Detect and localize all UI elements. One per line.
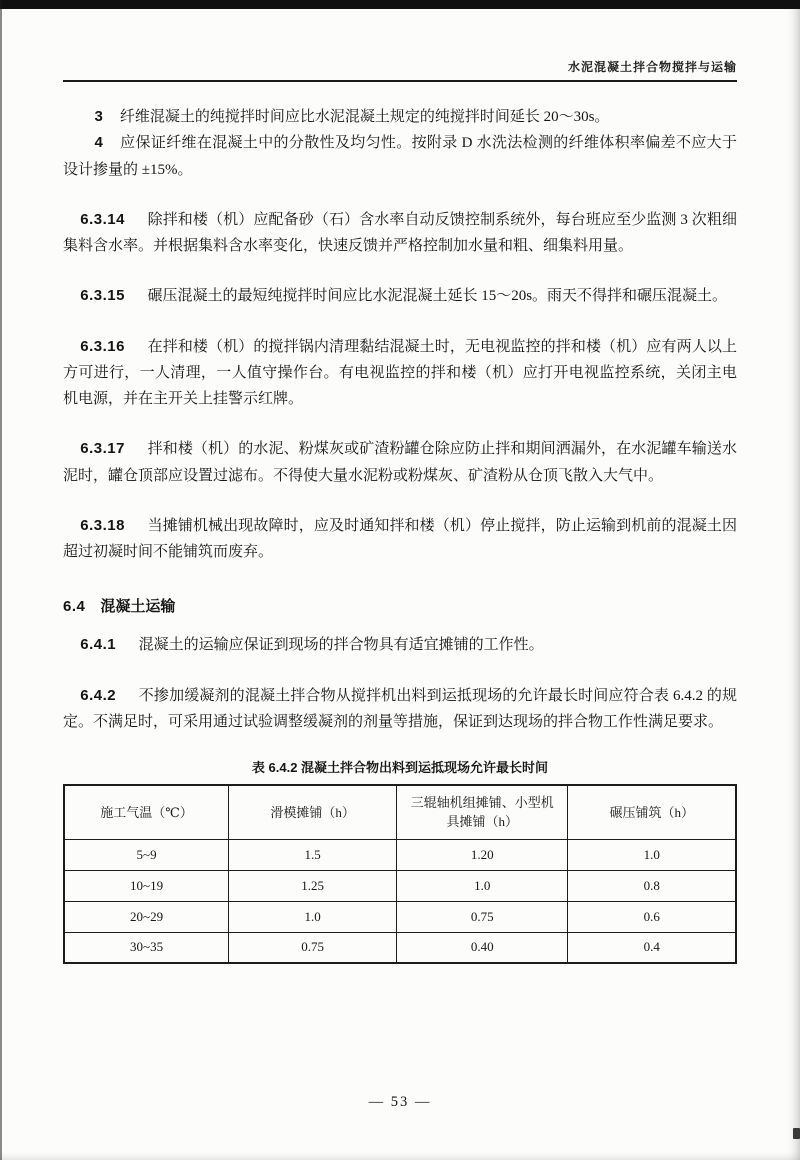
- item-text: 应保证纤维在混凝土中的分散性及均匀性。按附录 D 水洗法检测的纤维体积率偏差不应大于设计掺量的 ±15%。: [63, 135, 737, 178]
- table-cell: 0.40: [397, 932, 568, 963]
- table-row: [64, 901, 736, 932]
- table-header-cell: 施工气温（℃）: [64, 785, 229, 839]
- clause-paragraph: [63, 632, 737, 658]
- section-heading: [63, 595, 737, 616]
- clause-text: 在拌和楼（机）的搅拌锅内清理黏结混凝土时，无电视监控的拌和楼（机）应有两人以上方可进行，一人清理，一人值守操作台。有电视监控的拌和楼（机）应打开电视监控系统，关闭主电机电源，并在主开关上挂警示红牌。: [63, 338, 737, 407]
- clause-text: 不掺加缓凝剂的混凝土拌合物从搅拌机出料到运抵现场的允许最长时间应符合表 6.4.2 的规定。不满足时，可采用通过试验调整缓凝剂的剂量等措施，保证到达现场的拌合物工作性满足要求。: [63, 687, 737, 730]
- clause-text: 混凝土的运输应保证到现场的拌合物具有适宜摊铺的工作性。: [138, 637, 544, 654]
- clause-number: 6.3.18: [80, 516, 125, 534]
- table-cell: 30~35: [64, 932, 229, 963]
- table-header-row: [64, 785, 736, 839]
- item-number: 4: [94, 134, 104, 152]
- table-cell: 1.0: [397, 870, 568, 901]
- table-cell: 0.4: [568, 932, 736, 963]
- table-cell: 1.0: [229, 901, 397, 932]
- clause-paragraph: [63, 513, 737, 566]
- table-cell: 1.5: [229, 839, 397, 870]
- item-text: 纤维混凝土的纯搅拌时间应比水泥混凝土规定的纯搅拌时间延长 20～30s。: [119, 109, 610, 125]
- list-item-paragraph: [63, 130, 737, 183]
- table-header-cell: 碾压铺筑（h）: [568, 785, 736, 839]
- table-head: [64, 785, 736, 839]
- table-row: [64, 839, 736, 870]
- page-number-text: — 53 —: [368, 1094, 432, 1110]
- clause-number: 6.3.17: [80, 440, 125, 458]
- table-cell: 0.75: [397, 901, 568, 932]
- page-content: [63, 82, 737, 964]
- clause-text: 碾压混凝土的最短纯搅拌时间应比水泥混凝土延长 15～20s。雨天不得拌和碾压混凝土。: [147, 288, 728, 305]
- scan-edge-top-artifact: [0, 0, 800, 9]
- clause-paragraph: [63, 283, 737, 309]
- table-cell: 0.8: [568, 870, 736, 901]
- table-cell: 5~9: [64, 839, 229, 870]
- clause-number: 6.3.14: [80, 210, 125, 228]
- clause-paragraph: [63, 334, 737, 413]
- page-number: [0, 1094, 800, 1111]
- table-cell: 0.6: [568, 901, 736, 932]
- table-caption: 表 6.4.2 混凝土拌合物出料到运抵现场允许最长时间: [251, 760, 549, 775]
- running-header: [63, 0, 737, 82]
- list-item-paragraph: [63, 104, 737, 130]
- table-cell: 1.25: [229, 870, 397, 901]
- clause-paragraph: [63, 207, 737, 260]
- table-cell: 1.20: [397, 839, 568, 870]
- table-body: [64, 839, 736, 963]
- table-header-cell: 三辊轴机组摊铺、小型机具摊铺（h）: [397, 785, 568, 839]
- clause-number: 6.4.2: [80, 686, 117, 704]
- table-row: [64, 870, 736, 901]
- clause-paragraph: [63, 436, 737, 489]
- section-number: 6.4: [63, 598, 86, 616]
- table-cell: 10~19: [64, 870, 229, 901]
- table-cell: 1.0: [568, 839, 736, 870]
- item-number: 3: [94, 108, 104, 125]
- data-table: [63, 784, 737, 964]
- scan-artifact: [793, 1128, 800, 1139]
- header-title: 水泥混凝土拌合物搅拌与运输: [567, 60, 737, 74]
- section-title: 混凝土运输: [100, 598, 176, 616]
- table-row: [64, 932, 736, 963]
- table-cell: 20~29: [64, 901, 229, 932]
- scan-edge-left-artifact: [0, 0, 2, 1160]
- clause-number: 6.4.1: [80, 636, 117, 654]
- clause-number: 6.3.16: [80, 337, 125, 355]
- clause-text: 当摊铺机械出现故障时，应及时通知拌和楼（机）停止搅拌，防止运输到机前的混凝土因超过初凝时间不能铺筑而废弃。: [63, 517, 737, 560]
- clause-paragraph: [63, 683, 737, 736]
- clause-number: 6.3.15: [80, 287, 125, 305]
- table-header-cell: 滑模摊铺（h）: [229, 785, 397, 839]
- table-cell: 0.75: [229, 932, 397, 963]
- clause-text: 除拌和楼（机）应配备砂（石）含水率自动反馈控制系统外，每台班应至少监测 3 次粗细集料含水率。并根据集料含水率变化，快速反馈并严格控制加水量和粗、细集料用量。: [63, 211, 737, 254]
- clause-text: 拌和楼（机）的水泥、粉煤灰或矿渣粉罐仓除应防止拌和期间洒漏外，在水泥罐车输送水泥时，罐仓顶部应设置过滤布。不得使大量水泥粉或粉煤灰、矿渣粉从仓顶飞散入大气中。: [63, 441, 737, 484]
